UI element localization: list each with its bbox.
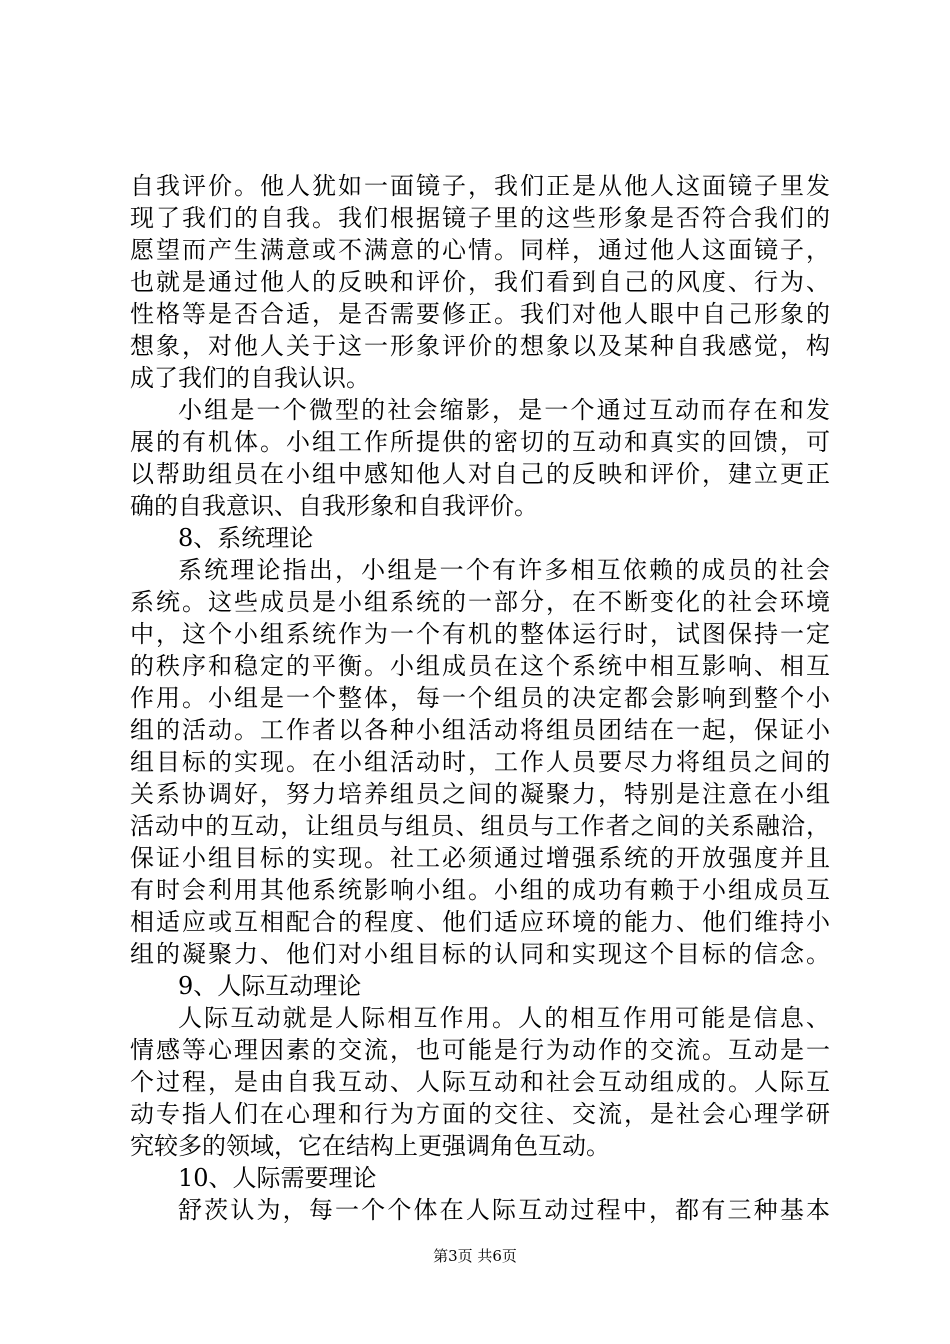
text-line: 愿望而产生满意或不满意的心情。同样，通过他人这面镜子， xyxy=(130,236,830,264)
text-line: 有时会利用其他系统影响小组。小组的成功有赖于小组成员互 xyxy=(130,876,830,904)
text-line: 性格等是否合适，是否需要修正。我们对他人眼中自己形象的 xyxy=(130,300,830,328)
text-line: 组的凝聚力、他们对小组目标的认同和实现这个目标的信念。 xyxy=(130,940,830,968)
text-line: 作用。小组是一个整体，每一个组员的决定都会影响到整个小 xyxy=(130,684,830,712)
text-line: 想象，对他人关于这一形象评价的想象以及某种自我感觉，构 xyxy=(130,332,830,360)
text-line: 舒茨认为，每一个个体在人际互动过程中，都有三种基本 xyxy=(178,1196,830,1224)
text-line: 个过程，是由自我互动、人际互动和社会互动组成的。人际互 xyxy=(130,1068,830,1096)
text-line: 也就是通过他人的反映和评价，我们看到自己的风度、行为、 xyxy=(130,268,830,296)
text-line: 现了我们的自我。我们根据镜子里的这些形象是否符合我们的 xyxy=(130,204,830,232)
text-line: 成了我们的自我认识。 xyxy=(130,364,370,392)
text-line: 究较多的领域，它在结构上更强调角色互动。 xyxy=(130,1132,610,1160)
text-line: 动专指人们在心理和行为方面的交往、交流，是社会心理学研 xyxy=(130,1100,830,1128)
text-line: 10、人际需要理论 xyxy=(178,1164,377,1192)
document-body xyxy=(130,170,830,1226)
page-footer: 第3页 共6页 xyxy=(433,1247,517,1265)
text-line: 9、人际互动理论 xyxy=(178,972,362,1000)
text-line: 相适应或互相配合的程度、他们适应环境的能力、他们维持小 xyxy=(130,908,830,936)
text-line: 展的有机体。小组工作所提供的密切的互动和真实的回馈，可 xyxy=(130,428,830,456)
text-line: 关系协调好，努力培养组员之间的凝聚力，特别是注意在小组 xyxy=(130,780,830,808)
text-line: 情感等心理因素的交流，也可能是行为动作的交流。互动是一 xyxy=(130,1036,830,1064)
text-line: 8、系统理论 xyxy=(178,524,314,552)
text-line: 以帮助组员在小组中感知他人对自己的反映和评价，建立更正 xyxy=(130,460,830,488)
text-line: 自我评价。他人犹如一面镜子，我们正是从他人这面镜子里发 xyxy=(130,172,830,200)
text-line: 中，这个小组系统作为一个有机的整体运行时，试图保持一定 xyxy=(130,620,830,648)
text-line: 的秩序和稳定的平衡。小组成员在这个系统中相互影响、相互 xyxy=(130,652,830,680)
text-line: 小组是一个微型的社会缩影，是一个通过互动而存在和发 xyxy=(178,396,830,424)
text-line: 组的活动。工作者以各种小组活动将组员团结在一起，保证小 xyxy=(130,716,830,744)
text-line: 组目标的实现。在小组活动时，工作人员要尽力将组员之间的 xyxy=(130,748,830,776)
text-line: 活动中的互动，让组员与组员、组员与工作者之间的关系融洽， xyxy=(130,812,830,840)
text-line: 系统。这些成员是小组系统的一部分，在不断变化的社会环境 xyxy=(130,588,830,616)
text-line: 系统理论指出，小组是一个有许多相互依赖的成员的社会 xyxy=(178,556,830,584)
text-line: 人际互动就是人际相互作用。人的相互作用可能是信息、 xyxy=(178,1004,830,1032)
text-line: 保证小组目标的实现。社工必须通过增强系统的开放强度并且 xyxy=(130,844,830,872)
text-line: 确的自我意识、自我形象和自我评价。 xyxy=(130,492,538,520)
